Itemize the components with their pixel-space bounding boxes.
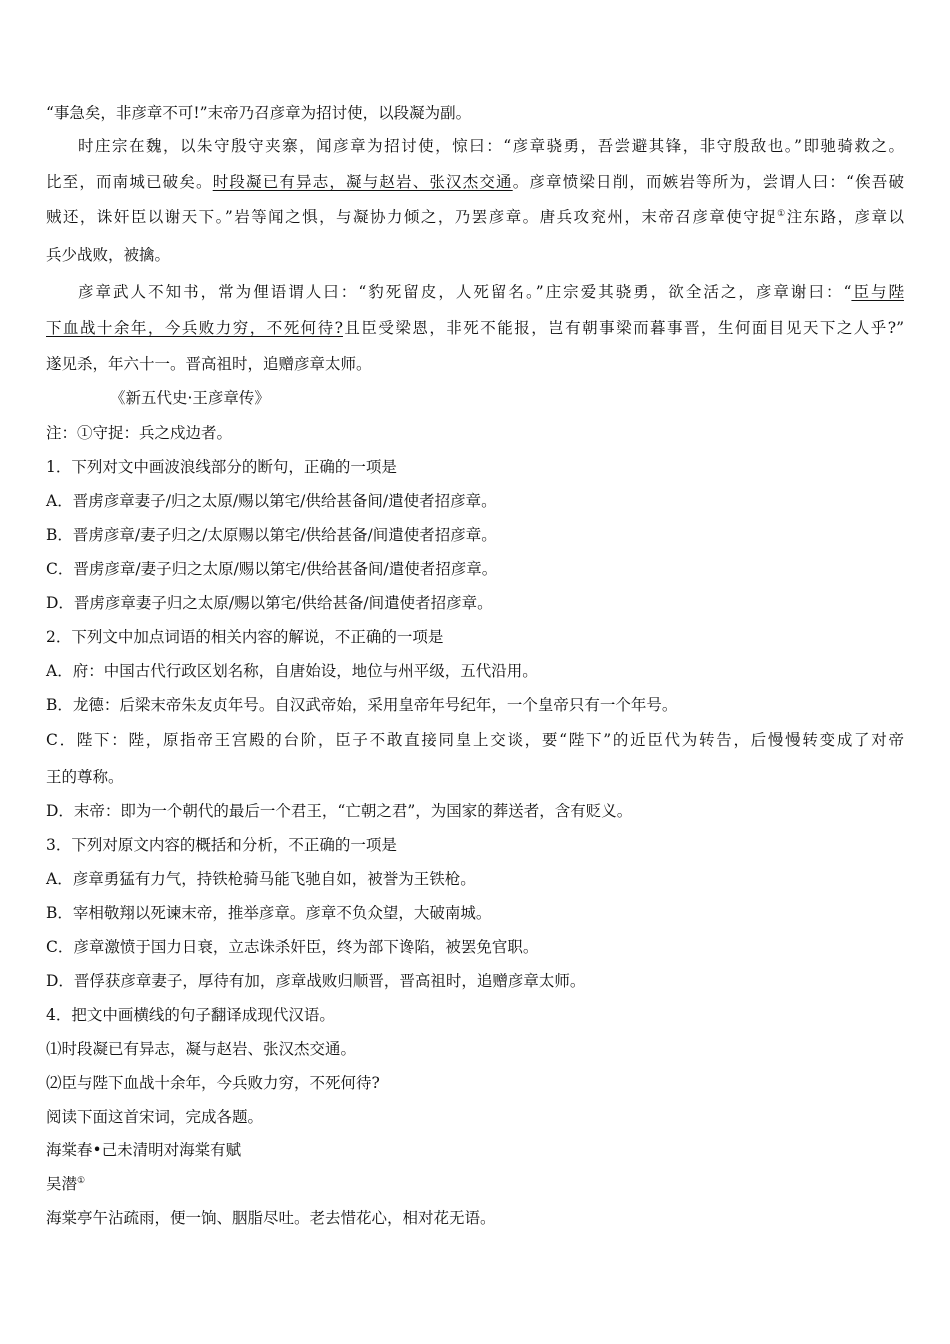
passage-line: “事急矣，非彦章不可!”末帝乃召彦章为招讨使，以段凝为副。 [46,104,472,122]
passage-line: 兵少战败，被擒。 [46,246,171,264]
question-2-stem: 2．下列文中加点词语的相关内容的解说，不正确的一项是 [46,628,444,646]
question-3-option-a: A．彦章勇猛有力气，持铁枪骑马能飞驰自如，被誉为王铁枪。 [46,870,476,888]
underlined-sentence-2-start: 臣与陛 [851,283,904,301]
passage-text: 比至，而南城已破矣。 [46,173,213,191]
question-4-sentence-2: ⑵臣与陛下血战十余年，今兵败力穷，不死何待? [46,1074,380,1092]
poem-intro: 阅读下面这首宋词，完成各题。 [46,1108,264,1126]
question-2-option-b: B．龙德：后梁末帝朱友贞年号。自汉武帝始，采用皇帝年号纪年，一个皇帝只有一个年号。 [46,696,678,714]
question-3-option-c: C．彦章激愤于国力日衰，立志诛杀奸臣，终为部下谗陷，被罢免官职。 [46,938,539,956]
poem-author-name: 吴潜 [46,1175,78,1193]
question-1-option-c: C．晋虏彦章/妻子归之太原/赐以第宅/供给甚备间/遣使者招彦章。 [46,560,498,578]
passage-text: 。彦章愤梁日削，而嫉岩等所为，尝谓人曰：“俟吾破 [512,173,904,191]
passage-line [46,205,904,229]
question-2-option-c: C．陛下：陛，原指帝王宫殿的台阶，臣子不敢直接同皇上交谈，要“陛下”的近臣代为转告，后慢慢转变成了对帝 [46,731,904,749]
question-2-option-c-cont: 王的尊称。 [46,768,124,786]
question-2-option-a: A．府：中国古代行政区划名称，自唐始设，地位与州平级，五代沿用。 [46,662,538,680]
question-4-sentence-1: ⑴时段凝已有异志，凝与赵岩、张汉杰交通。 [46,1040,357,1058]
passage-source: 《新五代史·王彦章传》 [110,389,270,407]
question-1-stem: 1．下列对文中画波浪线部分的断句，正确的一项是 [46,458,397,476]
question-1-option-d: D．晋虏彦章妻子归之太原/赐以第宅/供给甚备/间遣使者招彦章。 [46,594,493,612]
passage-text: 注东路，彦章以 [786,208,904,226]
question-3-stem: 3．下列对原文内容的概括和分析，不正确的一项是 [46,836,397,854]
question-1-option-b: B．晋虏彦章/妻子归之/太原赐以第宅/供给甚备/间遣使者招彦章。 [46,526,497,544]
footnote-marker: ① [777,209,787,219]
question-3-option-b: B．宰相敬翔以死谏末帝，推举彦章。彦章不负众望，大破南城。 [46,904,492,922]
question-1-option-a: A．晋虏彦章妻子/归之太原/赐以第宅/供给甚备间/遣使者招彦章。 [46,492,497,510]
passage-line: 遂见杀，年六十一。晋高祖时，追赠彦章太师。 [46,355,372,373]
passage-text: 且臣受梁恩，非死不能报，岂有朝事梁而暮事晋，生何面目见天下之人乎?” [342,319,904,337]
passage-line [46,316,904,340]
passage-text: 贼还，诛奸臣以谢天下。”岩等闻之惧，与凝协力倾之，乃罢彦章。唐兵攻兖州，末帝召彦章使守捉 [46,208,778,226]
poem-author [46,1172,904,1196]
underlined-sentence-2-end: 下血战十余年，今兵败力穷，不死何待? [46,319,343,337]
question-3-option-d: D．晋俘获彦章妻子，厚待有加，彦章战败归顺晋，晋高祖时，追赠彦章太师。 [46,972,586,990]
footnote: 注：①守捉：兵之戍边者。 [46,424,233,442]
passage-line [46,170,904,194]
question-2-option-d: D．末帝：即为一个朝代的最后一个君王，“亡朝之君”，为国家的葬送者，含有贬义。 [46,802,633,820]
passage-paragraph-line [78,280,904,304]
passage-paragraph-line: 时庄宗在魏，以朱守殷守夹寨，闻彦章为招讨使，惊曰：“彦章骁勇，吾尝避其锋，非守殷敌也。”即驰骑救之。 [78,137,904,155]
poem-title: 海棠春•己未清明对海棠有赋 [46,1141,242,1159]
poem-line: 海棠亭午沾疏雨，便一饷、胭脂尽吐。老去惜花心，相对花无语。 [46,1209,496,1227]
question-4-stem: 4．把文中画横线的句子翻译成现代汉语。 [46,1006,335,1024]
footnote-marker: ① [77,1176,86,1186]
passage-text: 彦章武人不知书，常为俚语谓人曰：“豹死留皮，人死留名。”庄宗爱其骁勇，欲全活之，彦章谢曰：“ [78,283,852,301]
underlined-sentence-1: 时段凝已有异志，凝与赵岩、张汉杰交通 [212,173,513,191]
